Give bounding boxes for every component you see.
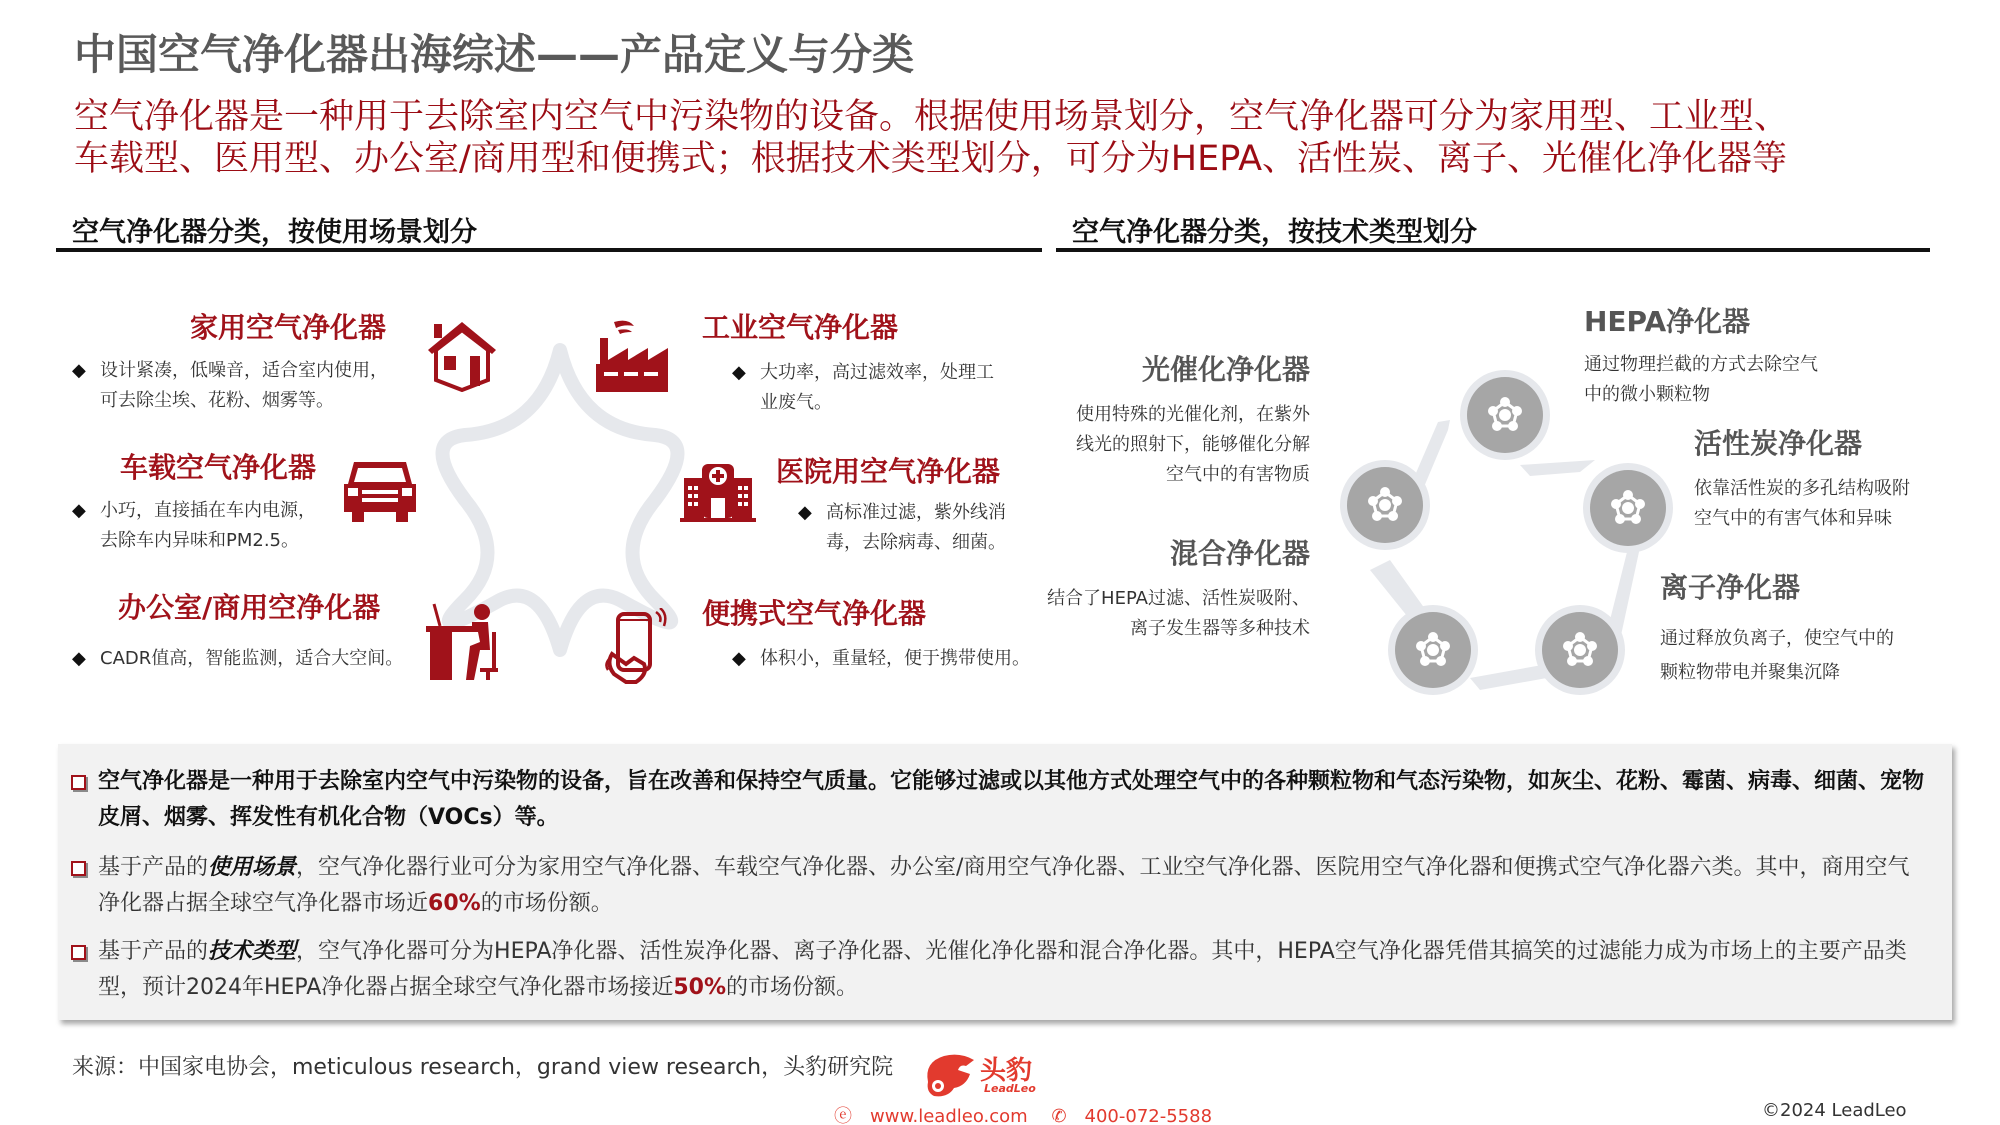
diamond-bullet-icon: ◆: [732, 648, 746, 669]
house-icon: [424, 316, 500, 392]
phone-icon: ✆: [1051, 1106, 1067, 1125]
tech-title-hybrid: 混合净化器: [1169, 537, 1310, 570]
contact-info: [834, 1102, 1230, 1125]
pentagon-cycle-diagram: [1330, 360, 1700, 710]
lead-line-2: 车载型、医用型、办公室/商用型和便携式；根据技术类型划分，可分为HEPA、活性炭、离子、光催化净化器等: [74, 139, 1788, 179]
leadleo-logo-icon: [920, 1052, 980, 1100]
market-share-60: 60%: [428, 891, 481, 916]
car-icon: [342, 456, 418, 526]
office-worker-icon: [424, 602, 500, 682]
scenario-desc-household: ◆ 设计紧凑，低噪音，适合室内使用， 可去除尘埃、花粉、烟雾等。: [100, 356, 388, 416]
tech-title-photocatalytic: 光催化净化器: [1141, 353, 1310, 386]
section-header-scenario: [56, 208, 1042, 252]
section-header-technology: [1056, 208, 1930, 252]
logo-text-cn: 头豹: [980, 1056, 1033, 1086]
section-title-technology: 空气净化器分类，按技术类型划分: [1072, 217, 1477, 248]
checkbox-bullet-icon: [71, 775, 86, 790]
tech-title-hepa: HEPA净化器: [1584, 305, 1751, 338]
tech-title-activated-carbon: 活性炭净化器: [1694, 427, 1863, 460]
scenario-title-car: 车载空气净化器: [120, 451, 317, 484]
checkbox-bullet-icon: [71, 945, 86, 960]
lead-paragraph: [74, 96, 1954, 180]
scenario-desc-industrial: ◆ 大功率，高过滤效率，处理工 业废气。: [760, 358, 1020, 418]
factory-icon: [594, 320, 670, 392]
diamond-bullet-icon: ◆: [798, 502, 812, 523]
tech-desc-ionic: 通过释放负离子，使空气中的 颗粒物带电并聚集沉降: [1660, 628, 1894, 683]
tech-desc-hepa: 通过物理拦截的方式去除空气 中的微小颗粒物: [1584, 354, 1818, 405]
summary-item-definition: 空气净化器是一种用于去除室内空气中污染物的设备，旨在改善和保持空气质量。它能够过滤或以其他方式处理空气中的各种颗粒物和气态污染物，如灰尘、花粉、霉菌、病毒、细菌、宠物皮屑、烟雾、挥发性有机化合物（VOCs）等。: [98, 764, 1928, 836]
page-title: 中国空气净化器出海综述——产品定义与分类: [74, 30, 915, 79]
scenario-desc-office: ◆ CADR值高，智能监测，适合大空间。: [100, 644, 403, 674]
scenario-desc-car: ◆ 小巧，直接插在车内电源， 去除车内异味和PM2.5。: [100, 496, 316, 556]
source-note: 来源：中国家电协会，meticulous research，grand view research，头豹研究院: [72, 1055, 894, 1080]
logo-text-en: LeadLeo: [984, 1082, 1036, 1095]
checkbox-bullet-icon: [71, 861, 86, 876]
summary-box: [58, 744, 1952, 1020]
tech-desc-photocatalytic: 使用特殊的光催化剂，在紫外 线光的照射下，能够催化分解 空气中的有害物质: [1076, 404, 1310, 485]
scenario-title-household: 家用空气净化器: [190, 311, 387, 344]
copyright: ©2024 LeadLeo: [1762, 1100, 1907, 1121]
tech-desc-activated-carbon: 依靠活性炭的多孔结构吸附 空气中的有害气体和异味: [1694, 478, 1910, 529]
summary-item-technology: 基于产品的技术类型，空气净化器可分为HEPA净化器、活性炭净化器、离子净化器、光催化净化器和混合净化器。其中，HEPA空气净化器凭借其搞笑的过滤能力成为市场上的主要产品类型，预计2024年HEPA净化器占据全球空气净化器市场接近50%的市场份额。: [98, 934, 1928, 1006]
phone-number: 400-072-5588: [1084, 1106, 1213, 1125]
handheld-phone-icon: [604, 608, 668, 684]
website-link[interactable]: www.leadleo.com: [870, 1106, 1028, 1125]
scenario-title-industrial: 工业空气净化器: [702, 311, 899, 344]
tech-desc-hybrid: 结合了HEPA过滤、活性炭吸附、 离子发生器等多种技术: [1047, 588, 1310, 639]
market-share-50: 50%: [673, 975, 727, 1000]
diamond-bullet-icon: ◆: [72, 360, 86, 381]
scenario-title-hospital: 医院用空气净化器: [776, 455, 1001, 488]
scenario-desc-hospital: ◆ 高标准过滤，紫外线消 毒，去除病毒、细菌。: [826, 498, 1026, 558]
tech-title-ionic: 离子净化器: [1660, 571, 1801, 604]
diamond-bullet-icon: ◆: [72, 648, 86, 669]
hospital-icon: [680, 462, 756, 522]
web-icon: ⓔ: [834, 1106, 852, 1125]
scenario-title-portable: 便携式空气净化器: [702, 597, 927, 630]
section-title-scenario: 空气净化器分类，按使用场景划分: [72, 217, 477, 248]
scenario-title-office: 办公室/商用空净化器: [118, 591, 381, 624]
diamond-bullet-icon: ◆: [732, 362, 746, 383]
scenario-desc-portable: ◆ 体积小，重量轻，便于携带使用。: [760, 644, 1030, 674]
lead-line-1: 空气净化器是一种用于去除室内空气中污染物的设备。根据使用场景划分，空气净化器可分为家用型、工业型、: [74, 97, 1790, 137]
diamond-bullet-icon: ◆: [72, 500, 86, 521]
summary-item-scenario: 基于产品的使用场景，空气净化器行业可分为家用空气净化器、车载空气净化器、办公室/商用空气净化器、工业空气净化器、医院用空气净化器和便携式空气净化器六类。其中，商用空气净化器占据全球空气净化器市场近60%的市场份额。: [98, 850, 1928, 922]
